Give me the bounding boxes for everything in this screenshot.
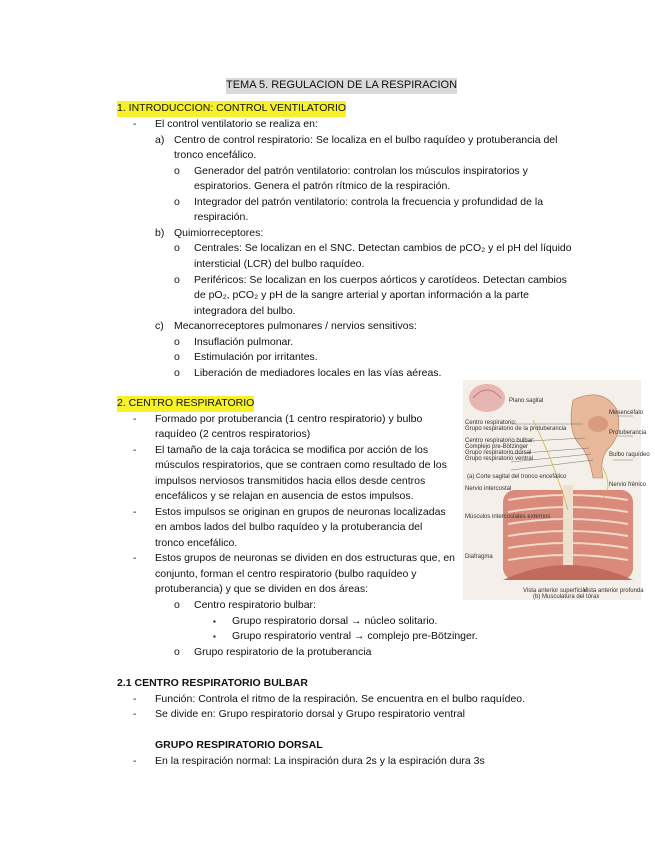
s1-a-text-2: tronco encefálico.: [174, 149, 257, 161]
s21-l1: Función: Controla el ritmo de la respiración. Se encuentra en el bulbo raquídeo.: [155, 693, 526, 705]
figure-label: Protuberancia: [609, 430, 647, 436]
section-1-heading: 1. INTRODUCCION: CONTROL VENTILATORIO: [117, 101, 346, 117]
s1-a-o2-1: Integrador del patrón ventilatorio: controla la frecuencia y profundidad de la: [194, 196, 544, 208]
s1-b-o1-2: intersticial (LCR) del bulbo raquídeo.: [194, 258, 365, 270]
s2-p4-1: Estos grupos de neuronas se dividen en dos estructuras que, en: [155, 552, 456, 564]
figure-label: Mesencéfalo: [609, 410, 644, 416]
s1-a-text-1: Centro de control respiratorio: Se localiza en el bulbo raquídeo y protuberancia del: [174, 134, 558, 146]
s2-p2-1: El tamaño de la caja torácica se modifica por acción de los: [155, 444, 429, 456]
label-a: a): [155, 134, 165, 146]
figure-label: Vista anterior superficial: [523, 588, 587, 594]
s1-lead: El control ventilatorio se realiza en:: [155, 118, 318, 130]
o-bullet: o: [174, 196, 180, 208]
respiratory-anatomy-figure: [463, 380, 650, 600]
s1-b-o2-2: de pO₂, pCO₂ y pH de la sangre arterial y aportan información a la parte: [194, 289, 529, 301]
s1-b-o2-3: integradora del bulbo.: [194, 305, 296, 317]
figure-label: Centro respiratorio bulbar:: [465, 438, 535, 444]
s1-b-o1-1: Centrales: Se localizan en el SNC. Detectan cambios de pCO₂ y el pH del líquido: [194, 242, 572, 254]
s21-l3: En la respiración normal: La inspiración dura 2s y la espiración dura 3s: [155, 755, 485, 767]
s1-a-o2-2: respiración.: [194, 211, 249, 223]
s2-o1: Centro respiratorio bulbar:: [194, 599, 316, 611]
s2-p3-3: tronco encefálico.: [155, 537, 238, 549]
s1-a-o1-2: espiratorios. Genera el patrón rítmico de la respiración.: [194, 180, 451, 192]
o-bullet: o: [174, 274, 180, 286]
section-2-heading: 2. CENTRO RESPIRATORIO: [117, 396, 254, 412]
square-bullet: ▪: [213, 632, 216, 641]
section-21-heading: 2.1 CENTRO RESPIRATORIO BULBAR: [117, 677, 308, 689]
s2-p2-4: encefálicos y se relajan en ausencia de estos impulsos.: [155, 490, 414, 502]
s2-p4-3: protuberancia) y que se dividen en dos áreas:: [155, 583, 369, 595]
page-title: TEMA 5. REGULACION DE LA RESPIRACION: [226, 78, 457, 94]
figure-label: (b) Musculatura del tórax: [533, 594, 600, 600]
o-bullet: o: [174, 351, 180, 363]
dash-bullet: -: [133, 413, 137, 425]
figure-label: Complejo pre-Bötzinger: [465, 444, 529, 450]
dash-bullet: -: [133, 552, 137, 564]
dash-bullet: -: [133, 693, 137, 705]
dash-bullet: -: [133, 118, 137, 130]
s1-c-o3: Liberación de mediadores locales en las vías aéreas.: [194, 367, 442, 379]
s1-b-text: Quimiorreceptores:: [174, 227, 264, 239]
o-bullet: o: [174, 242, 180, 254]
o-bullet: o: [174, 599, 180, 611]
s2-p3-2: en ambos lados del bulbo raquídeo y la protuberancia del: [155, 521, 423, 533]
dash-bullet: -: [133, 755, 137, 767]
figure-label: Centro respiratorio:: [465, 420, 517, 426]
figure-label: Bulbo raquídeo: [609, 452, 650, 458]
s1-a-o1-1: Generador del patrón ventilatorio: controlan los músculos inspiratorios y: [194, 165, 528, 177]
s1-c-text: Mecanorreceptores pulmonares / nervios sensitivos:: [174, 320, 417, 332]
figure-label: Grupo respiratorio de la protuberancia: [465, 426, 567, 432]
o-bullet: o: [174, 165, 180, 177]
dash-bullet: -: [133, 506, 137, 518]
figure-label: Músculos intercostales externos: [465, 514, 551, 520]
s2-p2-2: músculos respiratorios, que se contraen como resultado de los: [155, 459, 447, 471]
figure-label: Grupo respiratorio dorsal: [465, 450, 532, 456]
s2-p1-1: Formado por protuberancia (1 centro respiratorio) y bulbo: [155, 413, 423, 425]
s2-sq1: Grupo respiratorio dorsal → núcleo solitario.: [232, 615, 438, 627]
figure-label: Vista anterior profunda: [583, 588, 644, 594]
figure-label: (a) Corte sagital del tronco encefálico: [467, 474, 567, 480]
dash-bullet: -: [133, 708, 137, 720]
figure-label: Nervio intercostal: [465, 486, 512, 492]
s2-p3-1: Estos impulsos se originan en grupos de neuronas localizadas: [155, 506, 446, 518]
s2-sq2: Grupo respiratorio ventral → complejo pre-Bötzinger.: [232, 630, 478, 642]
o-bullet: o: [174, 646, 180, 658]
figure-label: Nervio frénico: [609, 482, 647, 488]
s21-l2: Se divide en: Grupo respiratorio dorsal y Grupo respiratorio ventral: [155, 708, 465, 720]
s1-b-o2-1: Periféricos: Se localizan en los cuerpos aórticos y carotídeos. Detectan cambios: [194, 274, 567, 286]
s1-c-o2: Estimulación por irritantes.: [194, 351, 318, 363]
label-c: c): [155, 320, 164, 332]
anatomy-illustration: [463, 380, 650, 600]
s2-p4-2: conjunto, forman el centro respiratorio (bulbo raquídeo y: [155, 568, 417, 580]
o-bullet: o: [174, 336, 180, 348]
square-bullet: ▪: [213, 617, 216, 626]
s2-p1-2: raquídeo (2 centros respiratorios): [155, 428, 311, 440]
figure-label: Diafragma: [465, 554, 493, 560]
figure-label: Grupo respiratorio ventral: [465, 456, 534, 462]
s2-p2-3: impulsos nerviosos transmitidos hacia ellos desde centros: [155, 475, 426, 487]
label-b: b): [155, 227, 165, 239]
s1-c-o1: Insuflación pulmonar.: [194, 336, 294, 348]
dash-bullet: -: [133, 444, 137, 456]
o-bullet: o: [174, 367, 180, 379]
dorsal-subheading: GRUPO RESPIRATORIO DORSAL: [155, 739, 323, 751]
s2-o2: Grupo respiratorio de la protuberancia: [194, 646, 372, 658]
figure-label: Plano sagital: [509, 398, 544, 404]
